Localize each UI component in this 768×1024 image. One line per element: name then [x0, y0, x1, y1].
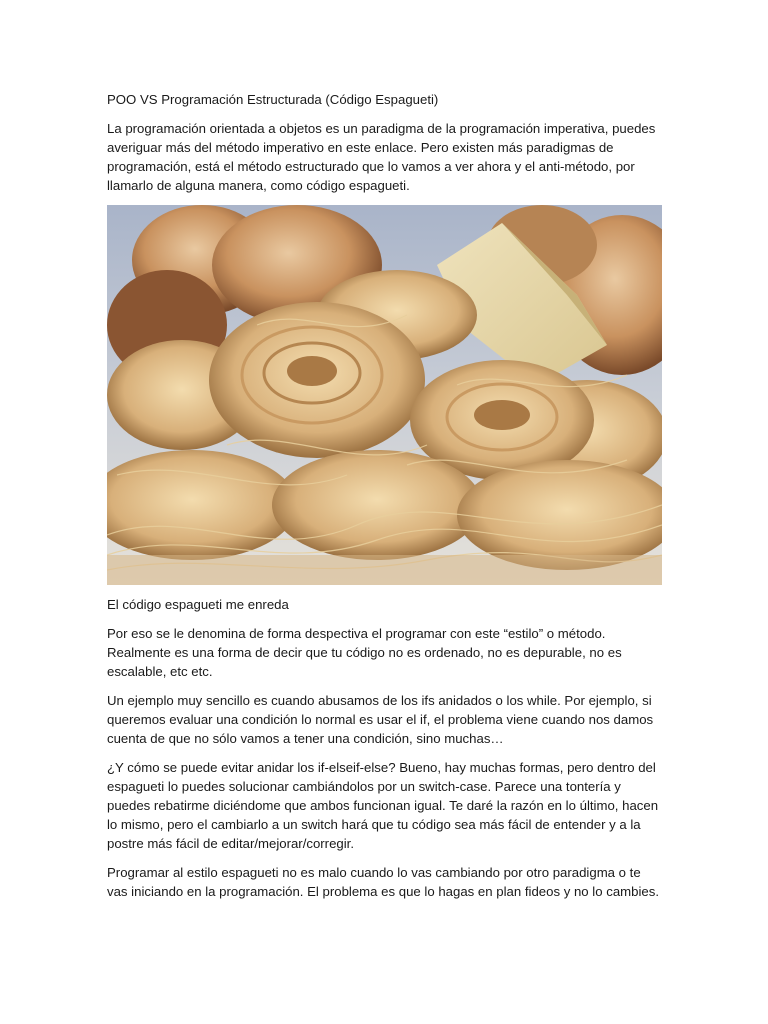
- body-paragraph-3: ¿Y cómo se puede evitar anidar los if-elseif-else? Bueno, hay muchas formas, pero dentro del espagueti lo puedes solucionar cambiándolos por un switch-case. Parece una tontería y puedes rebatirme diciéndome que ambos funcionan igual. Te daré la razón en lo último, hacen lo mismo, pero el cambiarlo a un switch hará que tu código sea más fácil de entender y a la postre más fácil de editar/mejorar/corregir.: [107, 760, 659, 851]
- pasta-nests-photo-icon: [107, 205, 662, 585]
- document-content: [107, 90, 662, 911]
- body-paragraph-2: Un ejemplo muy sencillo es cuando abusamos de los ifs anidados o los while. Por ejemplo, si queremos evaluar una condición lo normal es usar el if, el problema viene cuando nos damos cuenta de que no sólo vamos a tener una condición, sino muchas…: [107, 693, 654, 746]
- intro-paragraph: La programación orientada a objetos es un paradigma de la programación imperativa, puedes averiguar más del método imperativo en este enlace. Pero existen más paradigmas de programación, está el método estructurado que lo vamos a ver ahora y el anti-método, por llamarlo de alguna manera, como código espagueti.: [107, 121, 656, 193]
- body-paragraph-4: Programar al estilo espagueti no es malo cuando lo vas cambiando por otro paradigma o te vas iniciando en la programación. El problema es que lo hagas en plan fideos y no lo cambies.: [107, 865, 660, 899]
- pasta-photo: [107, 205, 662, 585]
- body-paragraph-1: Por eso se le denomina de forma despectiva el programar con este “estilo” o método. Realmente es una forma de decir que tu código no es ordenado, no es depurable, no es escalable, etc etc.: [107, 626, 622, 679]
- subheading: El código espagueti me enreda: [107, 597, 289, 612]
- document-title: POO VS Programación Estructurada (Código Espagueti): [107, 92, 439, 107]
